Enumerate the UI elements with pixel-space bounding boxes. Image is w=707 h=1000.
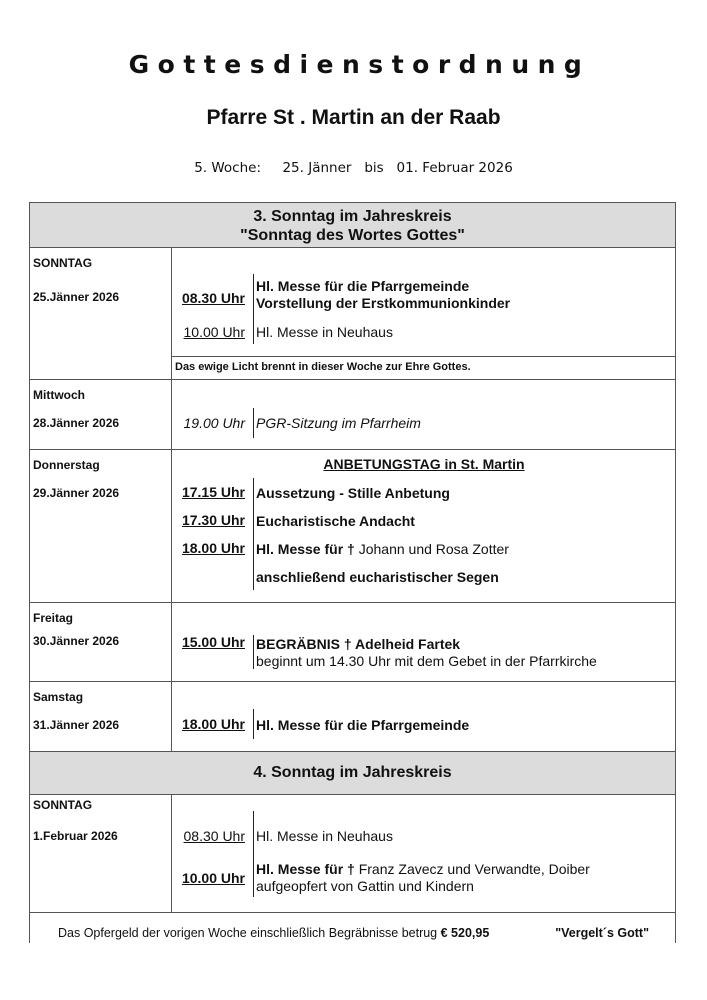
entry-time: 15.00 Uhr xyxy=(181,634,245,650)
collection-label: Das Opfergeld der vorigen Woche einschließlich Begräbnisse betrug xyxy=(58,926,441,940)
entry-line: beginnt um 14.30 Uhr mit dem Gebet in der Pfarrkirche xyxy=(256,653,597,669)
day-name: Mittwoch xyxy=(33,388,85,402)
entry-description: Hl. Messe in Neuhaus xyxy=(256,324,393,340)
day-row xyxy=(30,450,675,603)
entry-description: PGR-Sitzung im Pfarrheim xyxy=(256,415,421,431)
section-title: 3. Sonntag im Jahreskreis xyxy=(253,208,452,225)
entry-description: anschließend eucharistischer Segen xyxy=(256,569,499,585)
entry-rest: Johann und Rosa Zotter xyxy=(354,541,509,557)
entry-time: 17.15 Uhr xyxy=(181,484,245,500)
section-header xyxy=(30,203,675,248)
entry-description xyxy=(256,861,590,895)
parish-name: Pfarre St . Martin an der Raab xyxy=(206,106,501,129)
divider xyxy=(253,274,254,344)
entry-rest: Franz Zavecz und Verwandte, Doiber xyxy=(354,861,590,877)
entry-time: 08.30 Uhr xyxy=(181,290,245,306)
entry-time: 18.00 Uhr xyxy=(181,716,245,732)
thanks-text: "Vergelt´s Gott" xyxy=(555,926,649,940)
entry-line: aufgeopfert von Gattin und Kindern xyxy=(256,878,474,894)
collection-text xyxy=(58,926,489,940)
entry-line: Vorstellung der Erstkommunionkinder xyxy=(256,295,511,311)
collection-footer xyxy=(30,913,675,943)
divider xyxy=(253,635,254,669)
day-name: Samstag xyxy=(33,690,84,704)
day-date: 25.Jänner 2026 xyxy=(33,290,120,304)
day-name: SONNTAG xyxy=(33,798,93,812)
day-name: Freitag xyxy=(33,611,74,625)
entry-bold: Hl. Messe für † xyxy=(256,861,355,877)
day-name: SONNTAG xyxy=(33,256,93,270)
divider xyxy=(253,408,254,438)
eternal-light-note: Das ewige Licht brennt in dieser Woche zur Ehre Gottes. xyxy=(172,356,675,377)
entry-line: Hl. Messe für die Pfarrgemeinde xyxy=(256,278,470,294)
entry-description: Aussetzung - Stille Anbetung xyxy=(256,485,450,501)
day-row xyxy=(30,682,675,752)
divider xyxy=(253,478,254,590)
entry-time: 10.00 Uhr xyxy=(183,324,245,340)
day-row xyxy=(30,248,675,380)
day-row xyxy=(30,795,675,913)
week-range: 5. Woche: 25. Jänner bis 01. Februar 2026 xyxy=(194,160,513,176)
day-date: 30.Jänner 2026 xyxy=(33,634,120,648)
day-date: 29.Jänner 2026 xyxy=(33,486,120,500)
collection-amount: € 520,95 xyxy=(440,926,490,940)
section-subtitle: "Sonntag des Wortes Gottes" xyxy=(240,227,465,244)
divider xyxy=(253,811,254,897)
day-date: 28.Jänner 2026 xyxy=(33,416,120,430)
entry-description: Hl. Messe für die Pfarrgemeinde xyxy=(256,717,470,733)
entry-time: 10.00 Uhr xyxy=(181,870,245,886)
entry-time: 08.30 Uhr xyxy=(183,828,245,844)
entry-time: 17.30 Uhr xyxy=(181,512,245,528)
page-title: Gottesdienstordnung xyxy=(128,50,591,79)
adoration-day-heading: ANBETUNGSTAG in St. Martin xyxy=(323,456,525,472)
entry-description: Eucharistische Andacht xyxy=(256,513,415,529)
day-name: Donnerstag xyxy=(33,458,100,472)
entry-description xyxy=(256,636,597,670)
entry-line xyxy=(256,861,590,878)
schedule-table xyxy=(29,202,676,943)
entry-line: BEGRÄBNIS † Adelheid Fartek xyxy=(256,636,461,652)
divider xyxy=(253,709,254,739)
day-date: 31.Jänner 2026 xyxy=(33,718,120,732)
entry-time: 18.00 Uhr xyxy=(181,540,245,556)
entry-time: 19.00 Uhr xyxy=(183,415,245,431)
section-header xyxy=(30,752,675,795)
day-row xyxy=(30,603,675,682)
entry-description xyxy=(256,278,510,312)
entry-description xyxy=(256,541,509,558)
entry-description: Hl. Messe in Neuhaus xyxy=(256,828,393,844)
day-row xyxy=(30,380,675,450)
day-date: 1.Februar 2026 xyxy=(33,829,118,843)
entry-bold: Hl. Messe für † xyxy=(256,541,355,557)
section-title: 4. Sonntag im Jahreskreis xyxy=(253,764,452,781)
